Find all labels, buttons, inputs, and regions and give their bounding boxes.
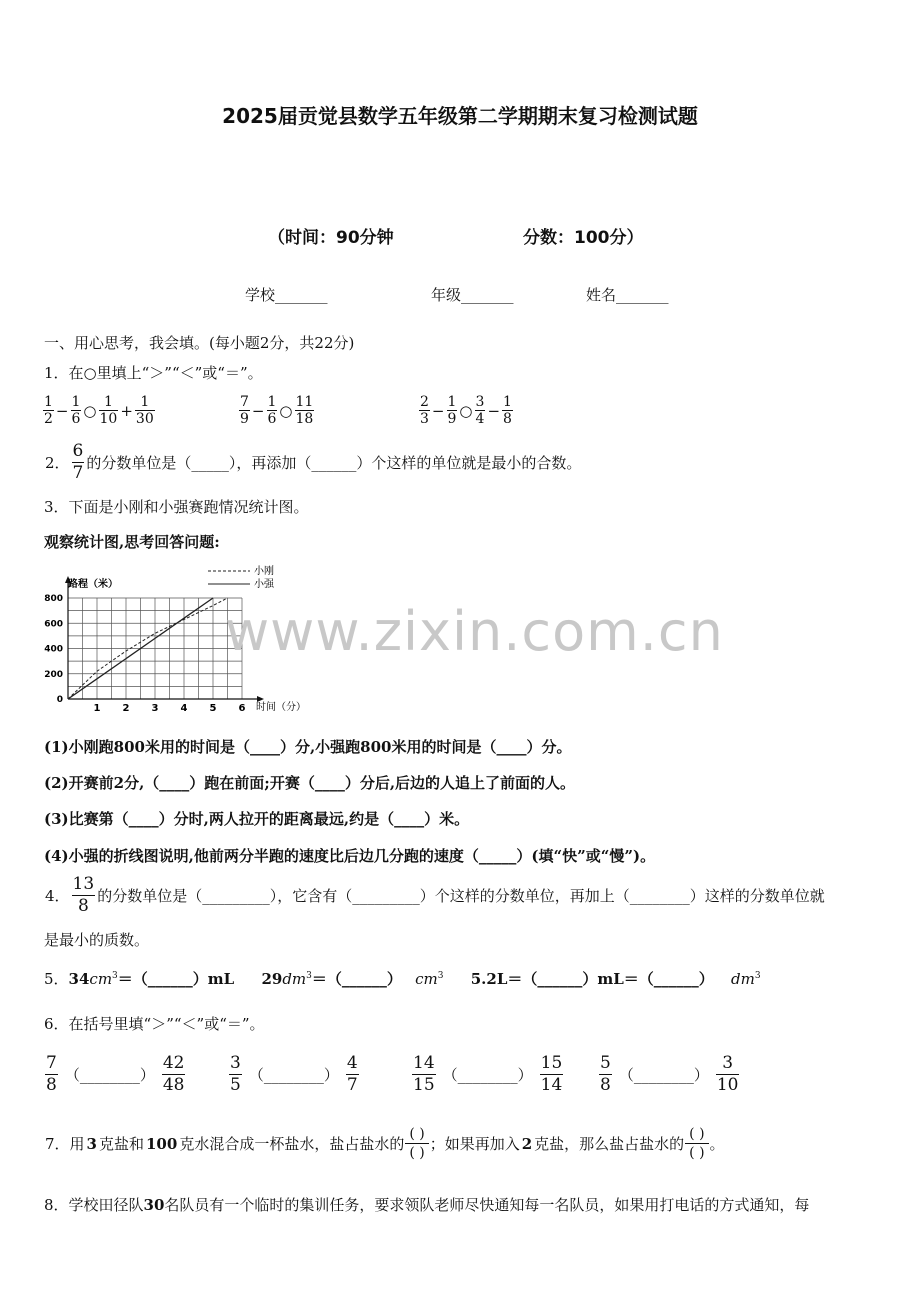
q5-number: 5． (44, 970, 69, 988)
q7-fb1-denominator: ( ) (409, 1145, 425, 1162)
fraction-denominator: 2 (44, 411, 53, 428)
q1-expr-2 (238, 394, 315, 427)
fraction (99, 394, 119, 427)
q6-left-fraction-denominator: 8 (46, 1075, 57, 1096)
q4-text: 的分数单位是（_________），它含有（_________）个这样的分数单位，再加上（________）这样的分数单位就 (97, 887, 825, 906)
q6-pair-2 (228, 1053, 360, 1097)
y-tick-label: 800 (44, 594, 63, 604)
q7-fb2-numerator: ( ) (685, 1125, 708, 1144)
q6-right-fraction-numerator: 42 (162, 1053, 186, 1075)
section-heading: 一、用心思考，我会填。(每小题2分，共22分) (44, 334, 355, 352)
page-title: 2025届贡觉县数学五年级第二学期期末复习检测试题 (222, 104, 698, 128)
operator: − (55, 401, 69, 420)
q6-left-fraction-numerator: 3 (229, 1053, 242, 1075)
q5-c-exp: 3 (754, 971, 761, 981)
question-7 (44, 1125, 726, 1162)
question-4 (44, 874, 826, 918)
y-tick-label: 200 (44, 669, 63, 680)
q6-answer-blank[interactable]: （________） (618, 1066, 709, 1085)
question-8 (44, 1194, 809, 1215)
q5-b-rest: ＝（______） (311, 970, 402, 988)
q6-right-fraction-denominator: 7 (346, 1075, 358, 1096)
operator: − (487, 401, 501, 420)
q4-number: 4． (45, 887, 70, 906)
q3-sub-1: (1)小刚跑800米用的时间是（____）分,小强跑800米用的时间是（____）分。 (44, 738, 572, 756)
q6-answer-blank[interactable]: （________） (64, 1066, 155, 1085)
fraction-denominator: 6 (71, 411, 81, 428)
q6-left-fraction (412, 1053, 436, 1097)
q6-left-fraction (45, 1053, 58, 1097)
q6-left-fraction-numerator: 7 (45, 1053, 58, 1075)
fraction-numerator: 1 (267, 394, 277, 410)
q5-a-num: 34 (68, 970, 90, 988)
q7-text-d: 克盐，那么盐占盐水的 (534, 1135, 685, 1154)
exam-time: （时间：90分钟 (268, 228, 394, 248)
q6-right-fraction-denominator: 14 (540, 1075, 563, 1096)
q7-water-amount: 100 (146, 1134, 178, 1153)
q4-numerator: 13 (72, 874, 96, 896)
q7-extra-salt: 2 (521, 1134, 533, 1153)
q6-left-fraction-denominator: 5 (230, 1075, 241, 1096)
q8-team-size: 30 (143, 1196, 165, 1214)
q6-left-fraction-numerator: 14 (412, 1053, 436, 1075)
operator: − (431, 401, 445, 420)
q6-right-fraction (346, 1053, 359, 1097)
grade-field[interactable]: 年级_______ (431, 286, 514, 304)
q5-a-rest: ＝（______）mL (117, 970, 235, 988)
fraction-denominator: 3 (420, 411, 429, 428)
q7-end: 。 (709, 1135, 725, 1154)
x-tick-label: 1 (93, 703, 101, 714)
q3-sub-2: (2)开赛前2分,（____）跑在前面;开赛（____）分后,后边的人追上了前面的人。 (44, 774, 576, 792)
fraction (135, 394, 155, 427)
q6-right-fraction-numerator: 3 (716, 1053, 740, 1075)
x-tick-label: 5 (209, 703, 217, 714)
q6-right-fraction-numerator: 4 (346, 1053, 359, 1075)
fraction-numerator: 1 (44, 394, 53, 410)
q2-fraction (72, 441, 85, 485)
compare-circle[interactable]: ○ (83, 401, 97, 420)
q5-b-unit2: cm (415, 970, 438, 988)
q1-expr-1 (42, 394, 156, 427)
q5-b-exp2: 3 (437, 971, 444, 981)
q6-right-fraction (162, 1053, 186, 1097)
q2-number: 2． (45, 454, 70, 473)
fraction-numerator: 1 (447, 394, 457, 410)
fraction-denominator: 18 (295, 411, 314, 428)
operator: + (120, 401, 133, 420)
fraction-numerator: 11 (295, 394, 314, 410)
q7-fraction-blank-1[interactable] (405, 1125, 428, 1162)
question-1-text: 1．在○里填上“＞”“＜”或“＝”。 (44, 364, 263, 382)
chart-grid (68, 598, 242, 699)
q7-prefix: 7．用 (45, 1135, 85, 1154)
y-tick-label: 600 (44, 619, 63, 630)
fraction-denominator: 30 (135, 411, 154, 428)
fraction-denominator: 9 (240, 411, 249, 428)
x-tick-label: 4 (180, 703, 188, 714)
q5-a-exp: 3 (112, 971, 118, 981)
q5-b-num: 29 (261, 970, 283, 988)
q5-c-unit: dm (731, 970, 755, 988)
q7-text-a: 克盐和 (98, 1135, 144, 1154)
q5-a-unit: cm (89, 970, 113, 988)
fraction-denominator: 10 (99, 411, 118, 428)
chart-x-axis-label: 时间（分） (256, 702, 306, 713)
fraction (502, 394, 513, 427)
q6-left-fraction (599, 1053, 612, 1097)
q5-c-text: 5.2L＝（______）mL＝（______） (470, 970, 714, 988)
fraction-numerator: 1 (135, 394, 155, 411)
y-tick-label: 400 (44, 644, 63, 655)
operator: − (251, 401, 265, 420)
fraction-numerator: 3 (475, 394, 485, 410)
legend-label-小刚: 小刚 (254, 566, 274, 577)
q6-right-fraction (540, 1053, 564, 1097)
x-tick-label: 2 (122, 703, 130, 714)
fraction (43, 394, 54, 427)
q6-left-fraction-numerator: 5 (599, 1053, 612, 1075)
q2-numerator: 6 (72, 441, 85, 463)
q7-fb2-denominator: ( ) (689, 1145, 705, 1162)
fraction-denominator: 9 (447, 411, 457, 428)
q7-fraction-blank-2[interactable] (685, 1125, 708, 1162)
y-tick-label: 0 (56, 695, 63, 705)
fraction-numerator: 1 (99, 394, 119, 411)
q7-text-c: ；如果再加入 (429, 1135, 520, 1154)
chart-legend (208, 564, 275, 590)
q7-text-b: 克水混合成一杯盐水，盐占盐水的 (179, 1135, 405, 1154)
fraction-numerator: 7 (240, 394, 249, 410)
fraction-denominator: 8 (503, 411, 512, 428)
q6-answer-blank[interactable]: （________） (442, 1066, 533, 1085)
fraction (475, 394, 486, 427)
chart-ticks (44, 594, 245, 714)
name-field[interactable]: 姓名_______ (586, 286, 669, 304)
fraction-denominator: 4 (475, 411, 485, 428)
q3-sub-3: (3)比赛第（____）分时,两人拉开的距离最远,约是（____）米。 (44, 810, 470, 828)
q5-b-exp: 3 (306, 971, 312, 981)
q6-answer-blank[interactable]: （________） (248, 1066, 339, 1085)
question-6-text: 6．在括号里填“＞”“＜”或“＝”。 (44, 1015, 265, 1033)
compare-circle[interactable]: ○ (459, 401, 473, 420)
q6-pair-3 (411, 1053, 564, 1097)
fraction (71, 394, 82, 427)
question-3-text: 3．下面是小刚和小强赛跑情况统计图。 (44, 498, 309, 516)
fraction-numerator: 2 (420, 394, 429, 410)
q6-left-fraction-denominator: 8 (600, 1075, 611, 1096)
watermark: www.zixin.com.cn (225, 600, 724, 663)
chart-y-axis-label: 路程（米） (68, 579, 118, 590)
q2-text: 的分数单位是（_____），再添加（______）个这样的单位就是最小的合数。 (86, 454, 582, 473)
x-tick-label: 6 (238, 703, 246, 714)
q8-text: 名队员有一个临时的集训任务，要求领队老师尽快通知每一名队员，如果用打电话的方式通知，每 (164, 1196, 810, 1214)
fraction (239, 394, 250, 427)
q5-b-unit: dm (282, 970, 307, 988)
q6-left-fraction-denominator: 15 (413, 1075, 435, 1096)
q4-denominator: 8 (77, 896, 89, 917)
q2-denominator: 7 (72, 463, 84, 484)
exam-score: 分数：100分） (523, 228, 644, 248)
fraction (447, 394, 458, 427)
q8-prefix: 8．学校田径队 (44, 1196, 144, 1214)
school-field[interactable]: 学校_______ (245, 286, 328, 304)
x-tick-label: 3 (151, 703, 159, 714)
q6-pair-1 (44, 1053, 186, 1097)
fraction-numerator: 1 (503, 394, 512, 410)
q1-expr-3 (418, 394, 514, 427)
fraction-denominator: 6 (267, 411, 277, 428)
q6-right-fraction (716, 1053, 740, 1097)
q3-sub-4: (4)小强的折线图说明,他前两分半跑的速度比后边几分跑的速度（_____）(填“快”或“慢”)。 (44, 847, 656, 865)
q6-right-fraction-denominator: 48 (162, 1075, 185, 1096)
legend-label-小强: 小强 (254, 579, 274, 590)
question-2 (44, 441, 582, 485)
q6-left-fraction (229, 1053, 242, 1097)
q6-right-fraction-numerator: 15 (540, 1053, 564, 1075)
fraction (419, 394, 430, 427)
fraction (267, 394, 278, 427)
fraction (295, 394, 315, 427)
q6-pair-4 (598, 1053, 740, 1097)
q4-text-2: 是最小的质数。 (44, 931, 150, 949)
question-5 (44, 968, 761, 989)
q7-salt-amount: 3 (86, 1134, 97, 1153)
q4-fraction (72, 874, 96, 918)
fraction-numerator: 1 (71, 394, 81, 410)
q7-fb1-numerator: ( ) (405, 1125, 428, 1144)
q6-right-fraction-denominator: 10 (716, 1075, 739, 1096)
observe-text: 观察统计图,思考回答问题: (44, 533, 220, 551)
compare-circle[interactable]: ○ (279, 401, 293, 420)
